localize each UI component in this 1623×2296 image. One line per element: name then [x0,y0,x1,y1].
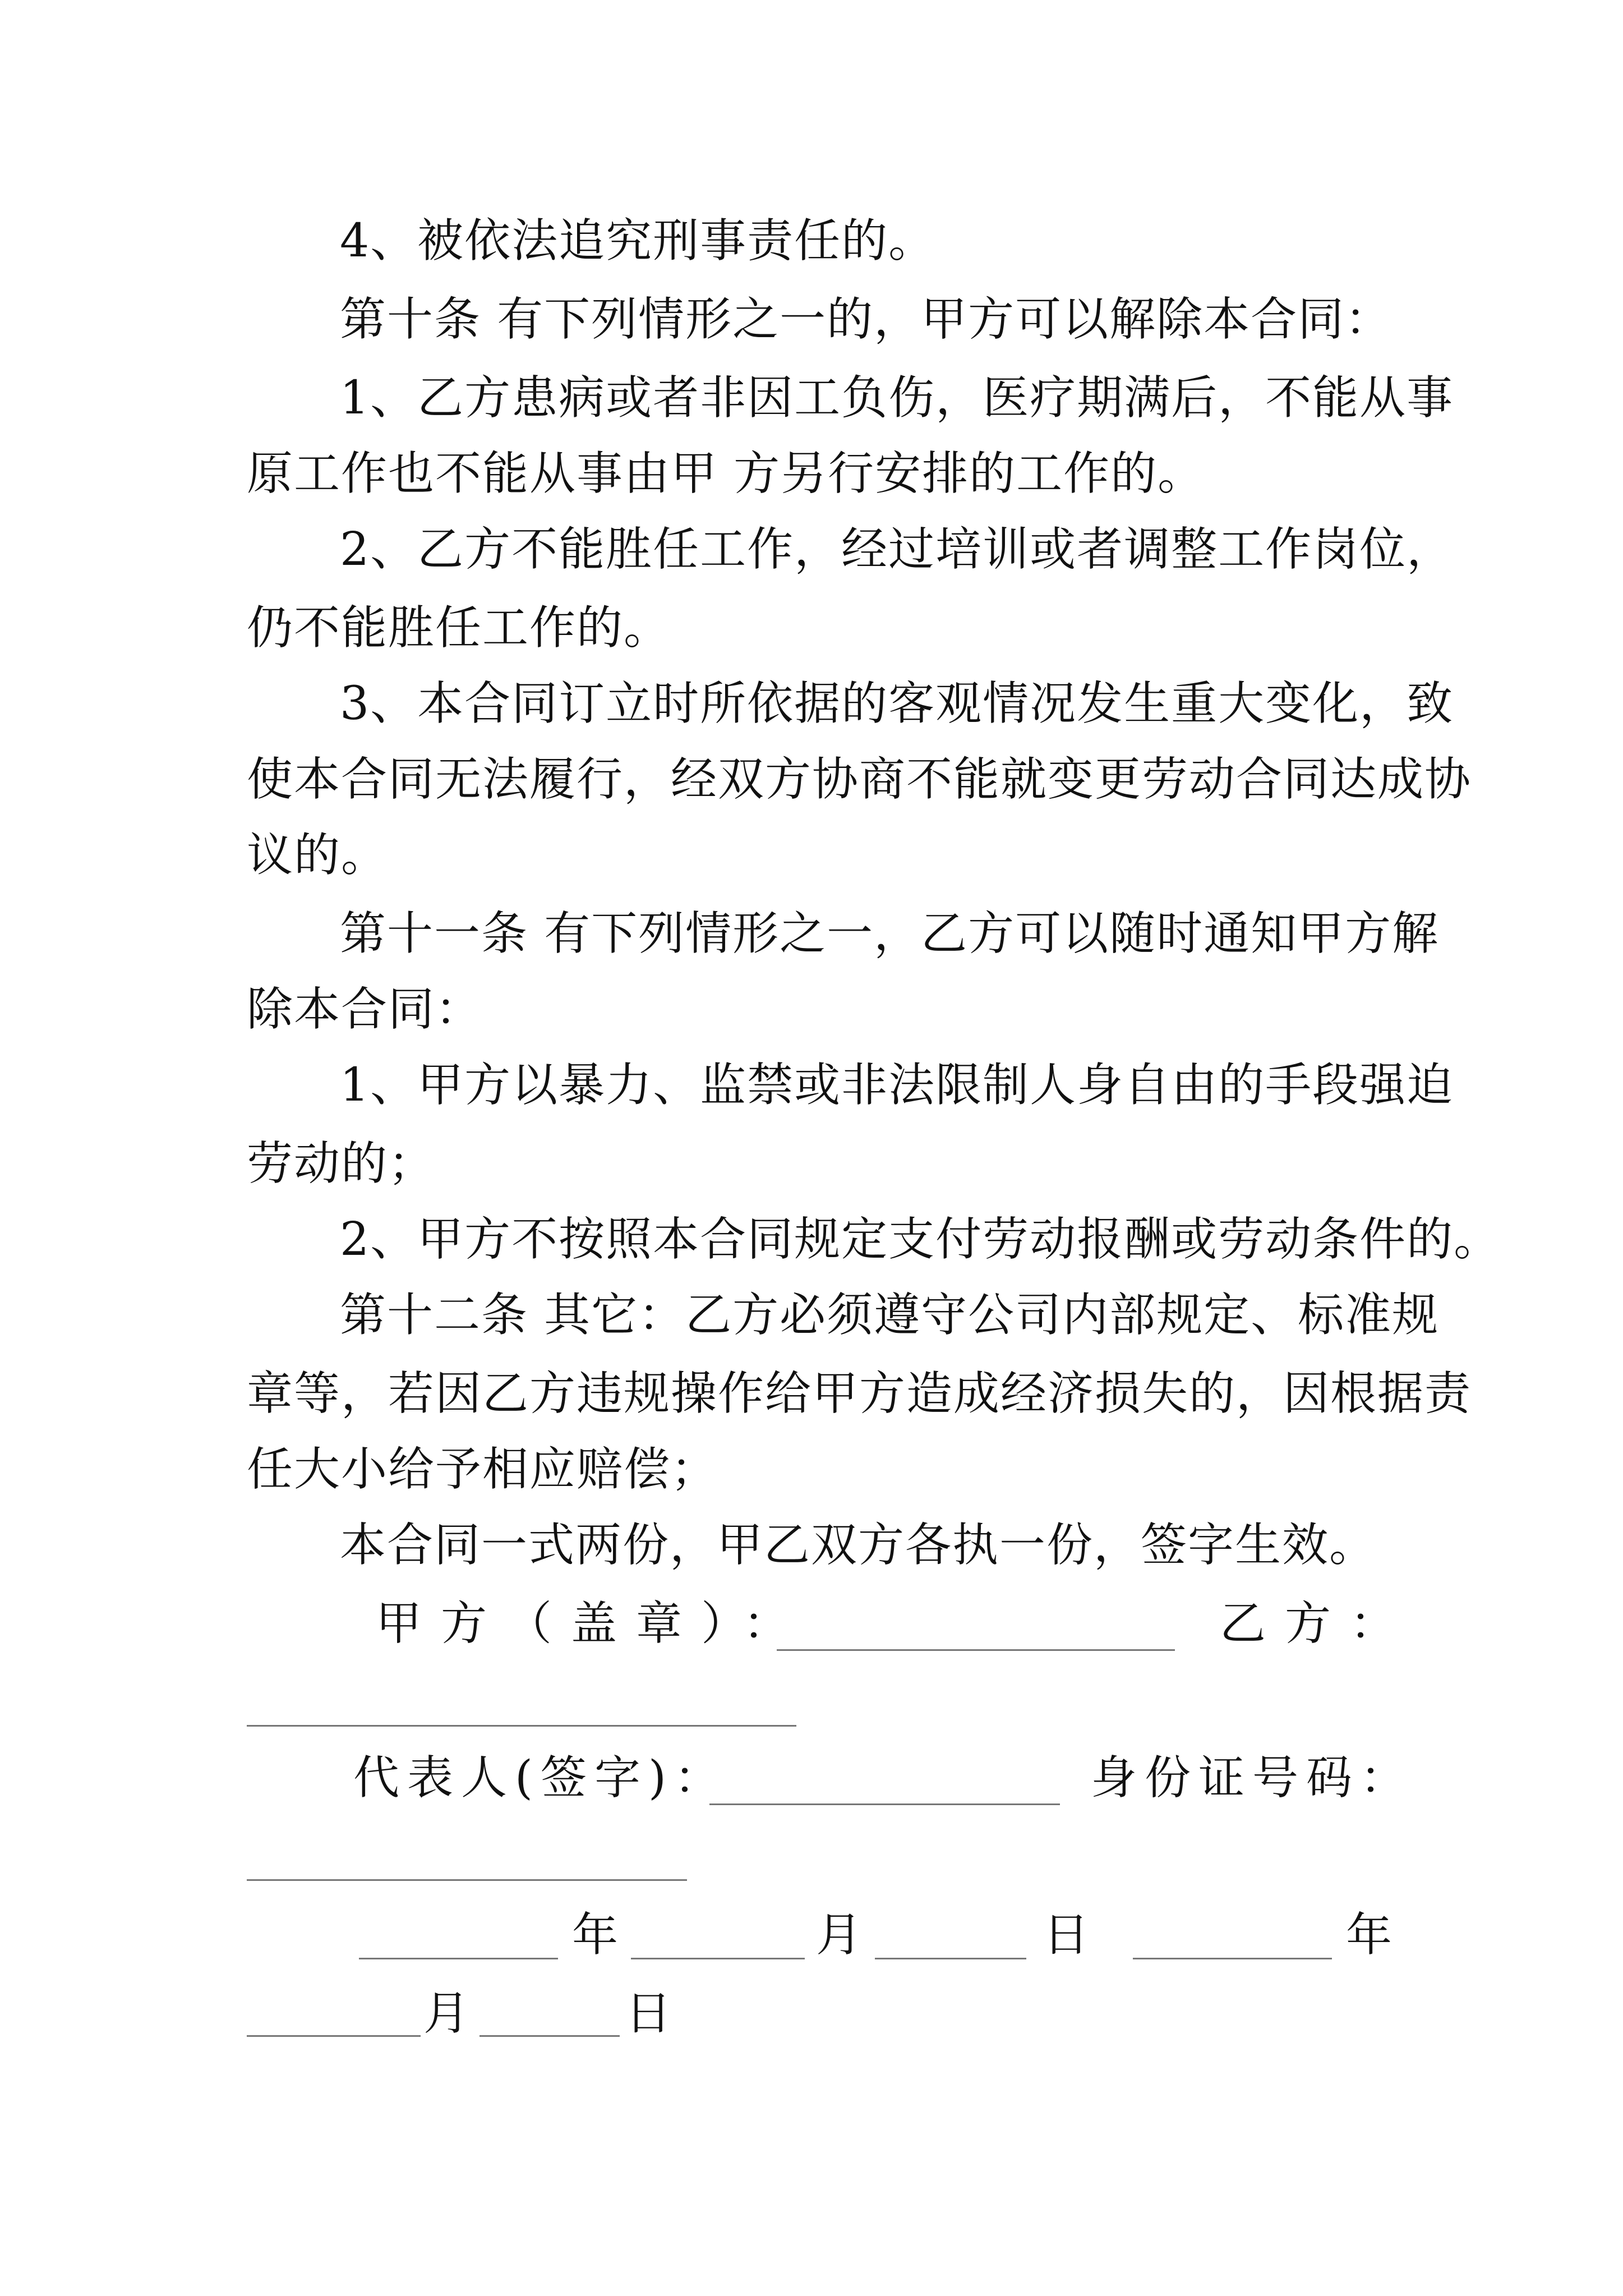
party-b-label: 乙方： [1220,1597,1415,1650]
party-b-month-blank[interactable] [247,2035,421,2037]
id-number-label: 身份证号码： [1091,1751,1414,1805]
clause-line: 议的。 [247,829,389,882]
month-label: 月 [423,1987,470,2040]
clause-line: 原工作也不能从事由甲 方另行安排的工作的。 [247,447,1205,500]
id-number-blank[interactable] [247,1879,687,1881]
article-12-heading: 第十二条 其它：乙方必须遵守公司内部规定、标准规 [340,1289,1440,1342]
article-11-heading: 第十一条 有下列情形之一，乙方可以随时通知甲方解 [340,907,1440,960]
day-label: 日 [625,1987,672,2040]
party-a-day-blank[interactable] [875,1958,1026,1959]
party-a-month-blank[interactable] [631,1958,805,1959]
year-label: 年 [572,1908,619,1962]
party-a-label: 甲方（盖章）： [376,1597,809,1650]
clause-line: 劳动的； [247,1137,436,1190]
party-b-year-blank[interactable] [1133,1958,1332,1959]
party-a-blank[interactable] [777,1649,1175,1651]
month-label: 月 [816,1908,863,1962]
representative-blank[interactable] [709,1803,1060,1805]
clause-line: 4、被依法追究刑事责任的。 [340,214,936,268]
clause-line: 使本合同无法履行，经双方协商不能就变更劳动合同达成协 [247,753,1472,806]
clause-line: 章等，若因乙方违规操作给甲方造成经济损失的，因根据责 [247,1367,1472,1420]
party-b-blank[interactable] [247,1725,796,1727]
closing-line: 本合同一式两份，甲乙双方各执一份，签字生效。 [340,1519,1377,1572]
clause-line: 2、甲方不按照本合同规定支付劳动报酬或劳动条件的。 [340,1213,1501,1266]
party-a-year-blank[interactable] [359,1958,558,1959]
representative-label: 代表人(签字)： [353,1751,728,1805]
party-b-day-blank[interactable] [479,2035,620,2037]
year-label: 年 [1346,1908,1393,1962]
clause-line: 除本合同： [247,983,483,1036]
clause-line: 仍不能胜任工作的。 [247,601,671,655]
clause-line: 任大小给予相应赔偿； [247,1443,718,1496]
day-label: 日 [1043,1908,1090,1962]
article-10-heading: 第十条 有下列情形之一的，甲方可以解除本合同： [340,293,1393,346]
clause-line: 1、甲方以暴力、监禁或非法限制人身自由的手段强迫 [340,1059,1454,1112]
clause-line: 1、乙方患病或者非因工负伤，医疗期满后，不能从事 [340,371,1454,425]
clause-line: 3、本合同订立时所依据的客观情况发生重大变化，致 [340,677,1454,730]
clause-line: 2、乙方不能胜任工作，经过培训或者调整工作岗位， [340,523,1454,576]
